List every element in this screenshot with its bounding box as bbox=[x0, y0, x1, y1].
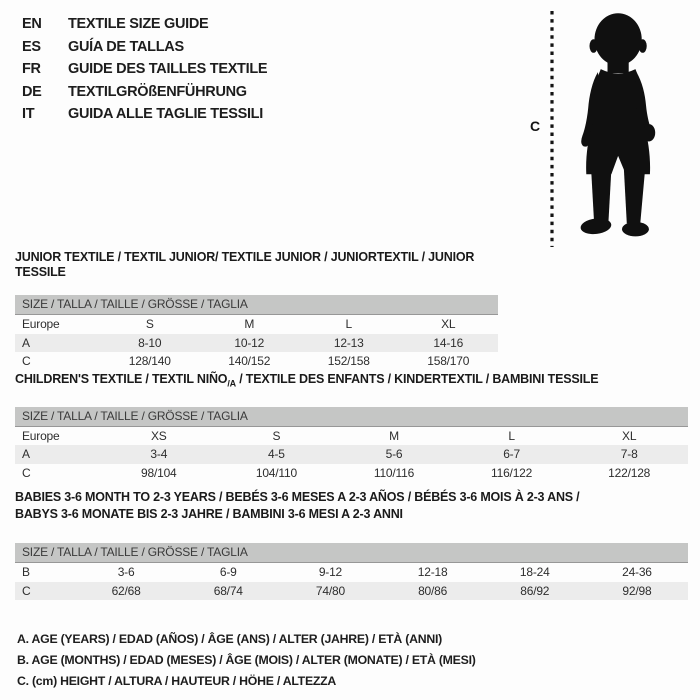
size-cell: XS bbox=[150, 428, 167, 443]
language-code: FR bbox=[22, 61, 41, 78]
language-row-es bbox=[22, 36, 267, 59]
size-cell: S bbox=[272, 428, 281, 443]
size-cell: 4-5 bbox=[268, 447, 285, 462]
size-cell: 12-13 bbox=[333, 335, 364, 350]
toddler-silhouette-icon bbox=[568, 9, 674, 245]
size-cell: 98/104 bbox=[141, 465, 177, 480]
legend-line-a: A. AGE (YEARS) / EDAD (AÑOS) / ÂGE (ANS) / ALTER (JAHRE) / ETÀ (ANNI) bbox=[17, 632, 442, 646]
language-code: EN bbox=[22, 16, 42, 33]
legend-line-c: C. (cm) HEIGHT / ALTURA / HAUTEUR / HÖHE / ALTEZZA bbox=[17, 674, 337, 688]
row-label: A bbox=[22, 447, 30, 462]
size-cell: XL bbox=[441, 317, 456, 332]
table-row bbox=[15, 582, 688, 601]
size-cell: 10-12 bbox=[234, 335, 265, 350]
row-label: Europe bbox=[22, 428, 60, 443]
size-cell: L bbox=[345, 317, 352, 332]
size-cell: 80/86 bbox=[418, 583, 448, 598]
table-title-junior: JUNIOR TEXTILE / TEXTIL JUNIOR/ TEXTILE JUNIOR / JUNIORTEXTIL / JUNIOR TESSILE bbox=[15, 250, 475, 279]
table-row bbox=[15, 464, 688, 483]
size-cell: 3-4 bbox=[150, 447, 168, 462]
row-label: A bbox=[22, 335, 30, 350]
guide-title: TEXTILE SIZE GUIDE bbox=[68, 16, 209, 33]
guide-title: GUIDA ALLE TAGLIE TESSILI bbox=[68, 106, 263, 123]
size-cell: M bbox=[389, 428, 399, 443]
language-code: IT bbox=[22, 106, 35, 123]
table-row bbox=[15, 352, 498, 371]
size-cell: 86/92 bbox=[520, 583, 550, 598]
size-cell: 9-12 bbox=[318, 565, 343, 580]
title-line-2: BABYS 3-6 MONATE BIS 2-3 JAHRE / BAMBINI 3-6 MESI A 2-3 ANNI bbox=[15, 507, 403, 521]
row-label: C bbox=[22, 583, 31, 598]
language-row-de bbox=[22, 81, 267, 104]
height-measure-label: C bbox=[530, 118, 541, 134]
language-code: ES bbox=[22, 38, 41, 55]
title-text: / TEXTILE DES ENFANTS / KINDERTEXTIL / BAMBINI TESSILE bbox=[235, 372, 599, 386]
size-cell: 122/128 bbox=[608, 465, 651, 480]
guide-title: GUÍA DE TALLAS bbox=[68, 38, 184, 55]
size-cell: S bbox=[145, 317, 154, 332]
height-dashed-line-icon bbox=[550, 9, 554, 249]
size-cell: 128/140 bbox=[128, 354, 171, 369]
size-cell: 18-24 bbox=[519, 565, 550, 580]
size-header-band: SIZE / TALLA / TAILLE / GRÖSSE / TAGLIA bbox=[15, 543, 688, 563]
guide-title: TEXTILGRÖßENFÜHRUNG bbox=[68, 83, 247, 100]
size-cell: 62/68 bbox=[111, 583, 141, 598]
children-textile-table bbox=[15, 372, 688, 482]
size-cell: 110/116 bbox=[373, 465, 415, 480]
size-cell: 6-7 bbox=[503, 447, 520, 462]
size-cell: 140/152 bbox=[228, 354, 271, 369]
size-cell: 92/98 bbox=[622, 583, 652, 598]
row-label: Europe bbox=[22, 317, 60, 332]
size-cell: 104/110 bbox=[255, 465, 297, 480]
size-cell: 116/122 bbox=[491, 465, 533, 480]
legend-line-b: B. AGE (MONTHS) / EDAD (MESES) / ÂGE (MOIS) / ALTER (MONATE) / ETÀ (MESI) bbox=[17, 653, 476, 667]
table-title-children bbox=[15, 372, 688, 392]
size-header-band: SIZE / TALLA / TAILLE / GRÖSSE / TAGLIA bbox=[15, 295, 498, 315]
language-row-it bbox=[22, 103, 267, 126]
table-row bbox=[15, 445, 688, 464]
size-cell: 6-9 bbox=[219, 565, 237, 580]
language-row-fr bbox=[22, 58, 267, 81]
size-cell: 5-6 bbox=[385, 447, 403, 462]
guide-title: GUIDE DES TAILLES TEXTILE bbox=[68, 61, 268, 78]
babies-textile-table bbox=[15, 489, 688, 600]
title-text: CHILDREN'S TEXTILE / TEXTIL NIÑO bbox=[15, 372, 228, 386]
table-row bbox=[15, 563, 688, 582]
row-label: C bbox=[22, 354, 31, 369]
measure-legend bbox=[17, 629, 476, 692]
size-cell: 7-8 bbox=[620, 447, 638, 462]
language-code: DE bbox=[22, 83, 42, 100]
row-label: B bbox=[22, 565, 30, 580]
size-cell: L bbox=[508, 428, 515, 443]
size-cell: 152/158 bbox=[327, 354, 370, 369]
size-cell: M bbox=[244, 317, 255, 332]
size-cell: 3-6 bbox=[117, 565, 135, 580]
table-row bbox=[15, 427, 688, 446]
size-cell: 24-36 bbox=[622, 565, 652, 580]
size-cell: XL bbox=[622, 428, 637, 443]
size-cell: 158/170 bbox=[427, 354, 470, 369]
row-label: C bbox=[22, 465, 31, 480]
table-row bbox=[15, 315, 498, 334]
table-title-babies bbox=[15, 489, 688, 523]
language-title-list bbox=[22, 13, 267, 126]
language-row-en bbox=[22, 13, 267, 36]
title-subscript: /A bbox=[227, 378, 236, 389]
table-row bbox=[15, 334, 498, 353]
size-cell: 14-16 bbox=[433, 335, 464, 350]
junior-textile-table bbox=[15, 250, 498, 371]
size-cell: 8-10 bbox=[138, 335, 162, 350]
size-cell: 74/80 bbox=[315, 583, 345, 598]
title-line-1: BABIES 3-6 MONTH TO 2-3 YEARS / BEBÉS 3-6 MESES A 2-3 AÑOS / BÉBÉS 3-6 MOIS À 2-3 ANS / bbox=[15, 490, 580, 504]
size-cell: 12-18 bbox=[417, 565, 448, 580]
size-cell: 68/74 bbox=[213, 583, 243, 598]
height-figure bbox=[520, 5, 690, 255]
size-header-band: SIZE / TALLA / TAILLE / GRÖSSE / TAGLIA bbox=[15, 407, 688, 427]
